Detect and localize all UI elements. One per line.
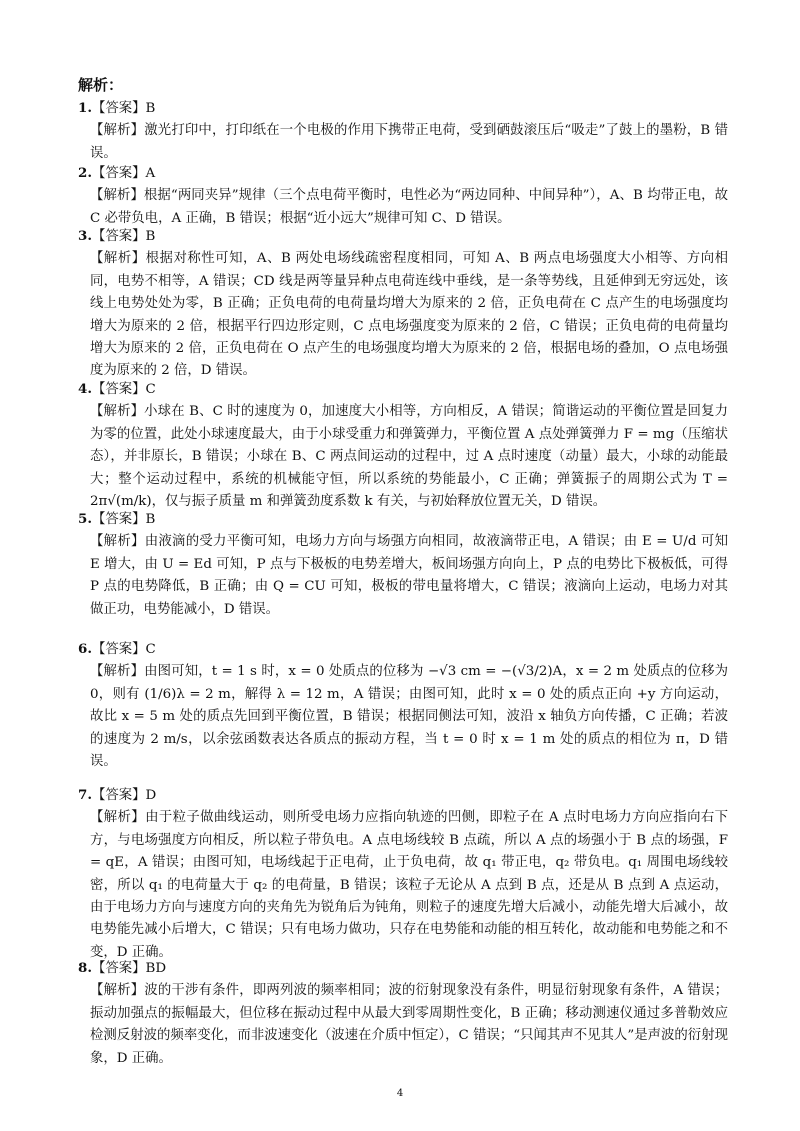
answer-value: BD [145,961,167,976]
explanation-text: 激光打印中，打印纸在一个电极的作用下携带正电荷，受到硒鼓滚压后“吸走”了鼓上的墨粉，B 错误。 [90,123,728,161]
explanation [78,980,728,1070]
answer-item-8 [78,957,728,1070]
explanation-tag: 【解析】 [90,123,145,139]
explanation [78,531,728,621]
answer-tag: 【答案】 [91,642,146,657]
explanation [78,807,728,964]
explanation-tag: 【解析】 [90,251,146,267]
explanation [78,248,728,382]
answer-value: B [145,512,156,527]
answer-tag: 【答案】 [91,166,146,181]
answer-line [78,162,728,185]
answer-value: B [145,229,156,244]
answer-line [78,378,728,401]
answer-line [78,97,728,120]
answer-tag: 【答案】 [91,512,146,527]
item-number: 4. [78,381,92,397]
answer-line [78,225,728,248]
explanation-tag: 【解析】 [90,534,145,550]
explanation-text: 小球在 B、C 时的速度为 0，加速度大小相等，方向相反，A 错误；简谐运动的平衡位置是回复力为零的位置，此处小球速度最大，由于小球受重力和弹簧弹力，平衡位置 A 点处弹簧弹力 F = mg（压缩状态），并非原长，B 错误；小球在 B、C 两点间运动的过程中，过 A 点时速度（动量）最大，小球的动能最大；整个运动过程中，系统的机械能守恒，所以系统的势能最小，C 正确；弹簧振子的周期公式为 T = 2π√(m/k)，仅与振子质量 m 和弹簧劲度系数 k 有关，与初始释放位置无关，D 错误。 [90,404,728,510]
explanation-text: 根据“两同夹异”规律（三个点电荷平衡时，电性必为“两边同种、中间异种”），A、B 均带正电，故 C 必带负电，A 正确，B 错误；根据“近小远大”规律可知 C、D 错误。 [90,188,728,226]
answer-value: D [145,788,157,803]
explanation-tag: 【解析】 [90,810,146,826]
item-number: 2. [78,165,92,181]
item-number: 5. [78,511,92,527]
answer-line [78,508,728,531]
answer-line [78,638,728,661]
item-number: 6. [78,641,92,657]
answer-tag: 【答案】 [91,101,146,116]
explanation-tag: 【解析】 [90,983,145,999]
answer-item-2 [78,162,728,230]
item-number: 1. [78,100,92,116]
answer-line [78,784,728,807]
answer-value: C [145,642,156,657]
page-number: 4 [396,1088,404,1099]
answer-value: B [145,101,156,116]
explanation [78,185,728,230]
answer-item-5 [78,508,728,621]
answer-value: C [145,382,156,397]
explanation-text: 由液滴的受力平衡可知，电场力方向与场强方向相同，故液滴带正电，A 错误；由 E = U/d 可知 E 增大，由 U = Ed 可知，P 点与下极板的电势差增大，板间场强方向向上，P 点的电势比下极板低，可得 P 点的电势降低，B 正确；由 Q = CU 可知，极板的带电量将增大，C 错误；液滴向上运动，电场力对其做正功，电势能减小，D 错误。 [90,534,728,617]
answer-item-7 [78,784,728,964]
answer-line [78,957,728,980]
item-number: 8. [78,960,92,976]
explanation-tag: 【解析】 [90,404,145,420]
explanation-text: 由图可知，t = 1 s 时，x = 0 处质点的位移为 −√3 cm = −(√3/2)A，x = 2 m 处质点的位移为 0，则有 (1/6)λ = 2 m，解得 λ = 12 m，A 错误；由图可知，此时 x = 0 处的质点正向 +y 方向运动，故比 x = 5 m 处的质点先回到平衡位置，B 错误；根据同侧法可知，波沿 x 轴负方向传播，C 正确；若波的速度为 2 m/s，以余弦函数表达各质点的振动方程，当 t = 0 时 x = 1 m 处的质点的相位为 π，D 错误。 [90,664,729,770]
explanation-tag: 【解析】 [90,664,145,680]
item-number: 3. [78,228,92,244]
explanation-text: 波的干涉有条件，即两列波的频率相同；波的衍射现象没有条件，明显衍射现象有条件，A 错误；振动加强点的振幅最大，但位移在振动过程中从最大到零周期性变化，B 正确；移动测速仪通过多普勒效应检测反射波的频率变化，而非波速变化（波速在介质中恒定），C 错误；“只闻其声不见其人”是声波的衍射现象，D 正确。 [90,983,729,1066]
answer-tag: 【答案】 [91,961,146,976]
answer-item-4 [78,378,728,513]
answer-tag: 【答案】 [91,229,146,244]
explanation [78,661,728,773]
explanation-text: 由于粒子做曲线运动，则所受电场力应指向轨迹的凹侧，即粒子在 A 点时电场力方向应指向右下方，与电场强度方向相反，所以粒子带负电。A 点电场线较 B 点疏，所以 A 点的场强小于 B 点的场强，F = qE，A 错误；由图可知，电场线起于正电荷，止于负电荷，故 q₁ 带正电，q₂ 带负电。q₁ 周围电场线较密，所以 q₁ 的电荷量大于 q₂ 的电荷量，B 错误；该粒子无论从 A 点到 B 点，还是从 B 点到 A 点运动，由于电场力方向与速度方向的夹角先为锐角后为钝角，则粒子的速度先增大后减小，动能先增大后减小，故电势能先减小后增大，C 错误；只有电场力做功，只存在电势能和动能的相互转化，故动能和电势能之和不变，D 正确。 [90,810,728,960]
answer-item-1 [78,97,728,165]
explanation-text: 根据对称性可知，A、B 两处电场线疏密程度相同，可知 A、B 两点电场强度大小相等、方向相同，电势不相等，A 错误；CD 线是两等量异种点电荷连线中垂线，是一条等势线，且延伸到无穷远处，该线上电势处处为零，B 正确；正负电荷的电荷量均增大为原来的 2 倍，正负电荷在 C 点产生的电场强度均增大为原来的 2 倍，根据平行四边形定则，C 点电场强度变为原来的 2 倍，C 错误；正负电荷的电荷量均增大为原来的 2 倍，正负电荷在 O 点产生的电场强度均增大为原来的 2 倍，根据电场的叠加，O 点电场强度为原来的 2 倍，D 错误。 [90,251,728,379]
answer-item-6 [78,638,728,773]
answer-tag: 【答案】 [91,382,146,397]
answer-value: A [145,166,156,181]
explanation [78,120,728,165]
explanation [78,401,728,513]
item-number: 7. [78,787,92,803]
answer-tag: 【答案】 [91,788,146,803]
section-heading: 解析： [78,76,124,94]
explanation-tag: 【解析】 [90,188,144,204]
answer-item-3 [78,225,728,383]
